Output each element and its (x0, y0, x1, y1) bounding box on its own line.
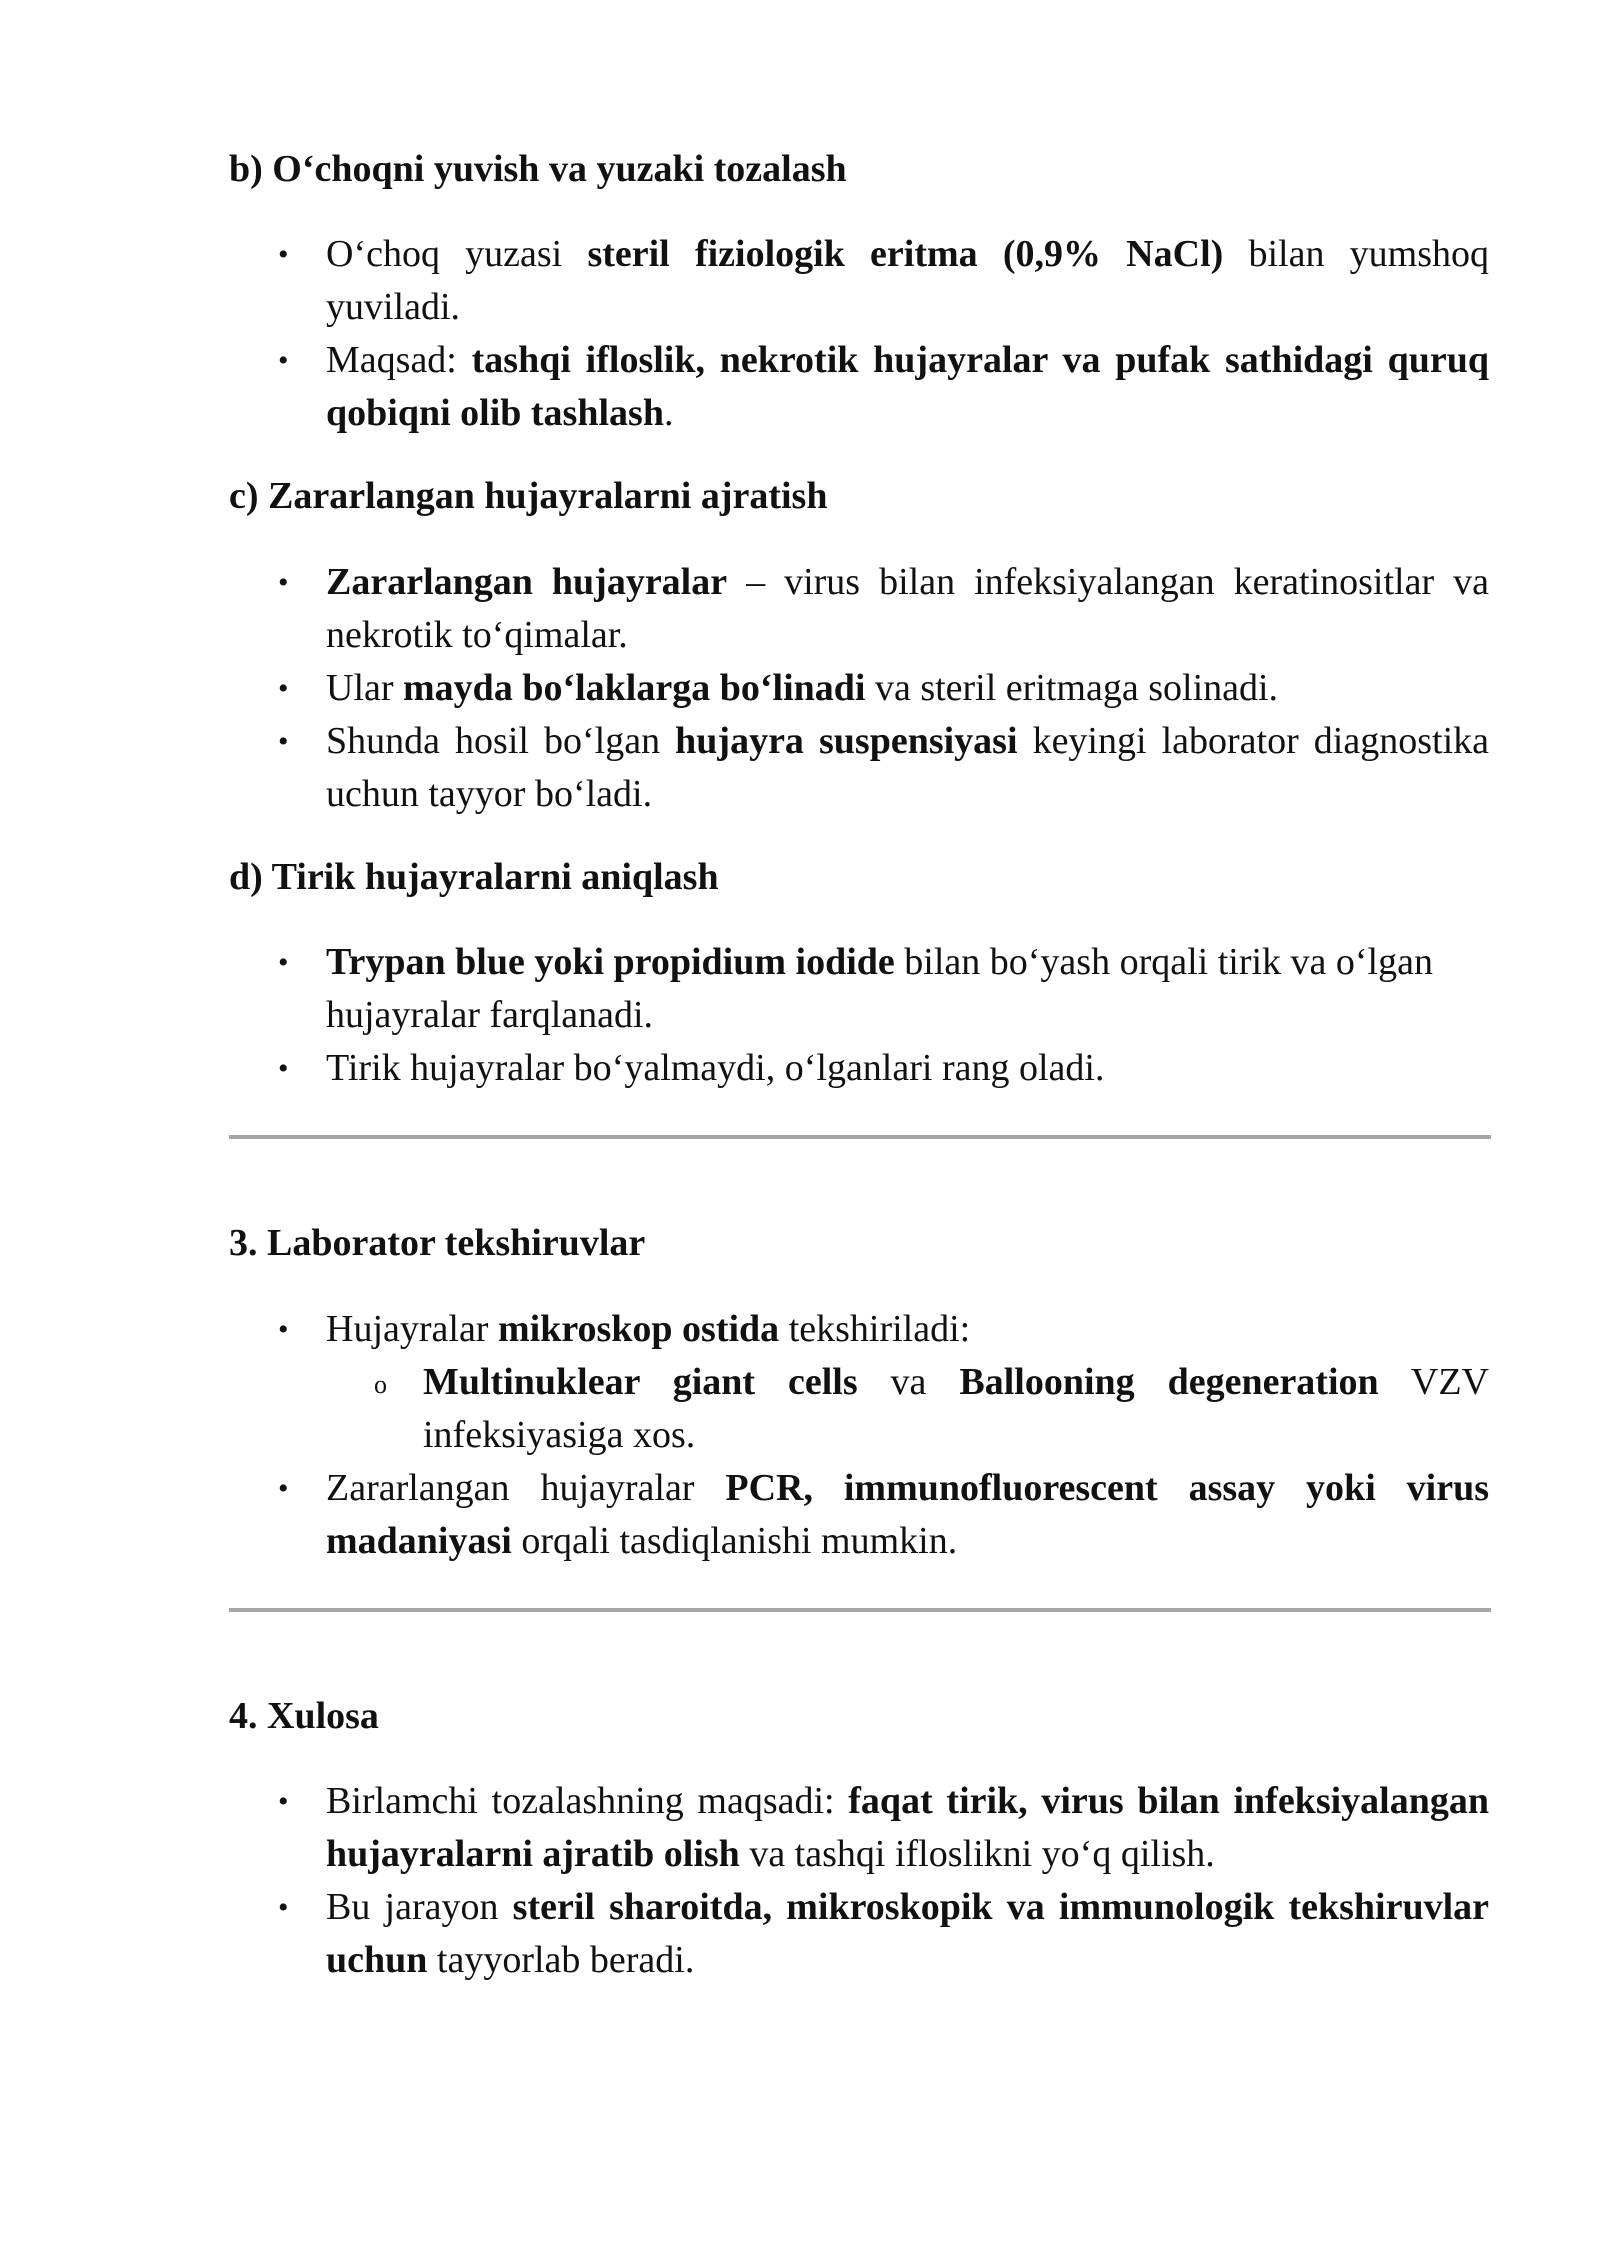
bold-text-run: Ballooning degeneration (959, 1360, 1379, 1403)
section-heading-4: 4. Xulosa (229, 1694, 379, 1737)
sub-list-item (229, 1356, 1489, 1462)
list-item-text (326, 1467, 1489, 1562)
text-run: Ular (326, 666, 404, 709)
list-item-text (326, 339, 1489, 434)
bold-text-run: steril sharoitda, mikroskopik va immunologik tekshiruvlar uchun (326, 1885, 1489, 1981)
list-item-text (326, 1047, 1104, 1089)
section-heading-d: d) Tirik hujayralarni aniqlash (229, 855, 719, 898)
text-run: Zararlangan hujayralar (326, 1466, 726, 1509)
text-run: va (857, 1360, 960, 1403)
list-item (229, 1881, 1489, 1987)
horizontal-divider (229, 1135, 1491, 1139)
list-item (229, 715, 1489, 821)
text-run: . (663, 392, 674, 435)
text-run: Shunda hosil bo‘lgan (326, 719, 676, 762)
list-item-text (326, 720, 1489, 815)
text-run: keyingi laborator diagnostika uchun tayyor bo‘ladi. (326, 719, 1489, 815)
bold-text-run: tashqi ifloslik, nekrotik hujayralar va pufak sathidagi quruq qobiqni olib tashlash (326, 339, 1489, 435)
list-item-text (326, 1308, 970, 1350)
bold-text-run: Trypan blue yoki propidium iodide (326, 941, 895, 984)
horizontal-divider (229, 1608, 1491, 1612)
section-c-list (229, 556, 1489, 821)
bullet-icon: • (278, 1784, 289, 1818)
list-item-text (326, 941, 1433, 1036)
list-item-text (326, 667, 1278, 709)
bullet-icon: • (278, 671, 289, 705)
bold-text-run: Multinuklear giant cells (423, 1360, 858, 1403)
bullet-icon: • (278, 1471, 289, 1505)
list-item (229, 228, 1489, 334)
text-run: Bu jarayon (326, 1885, 513, 1928)
bold-text-run: faqat tirik, virus bilan infeksiyalangan hujayralarni ajratib olish (326, 1779, 1489, 1875)
section-d-list (229, 936, 1489, 1095)
bold-text-run: PCR, immunofluorescent assay yoki virus madaniyasi (326, 1466, 1489, 1562)
text-run: bilan bo‘yash orqali tirik va o‘lgan hujayralar farqlanadi. (326, 941, 1433, 1037)
section-heading-c: c) Zararlangan hujayralarni ajratish (229, 475, 828, 518)
bold-text-run: mayda bo‘laklarga bo‘linadi (403, 666, 866, 709)
document-page (229, 145, 1489, 1987)
text-run: Maqsad: (326, 339, 472, 382)
text-run: bilan yumshoq yuviladi. (326, 233, 1490, 329)
bullet-icon: • (278, 1052, 289, 1086)
section-3-list (229, 1303, 1489, 1568)
section-b-list (229, 228, 1489, 440)
circle-bullet-icon: o (374, 1369, 387, 1399)
bullet-icon: • (278, 565, 289, 599)
text-run: O‘choq yuzasi (326, 233, 588, 276)
list-item (229, 1462, 1489, 1568)
list-item (229, 1775, 1489, 1881)
text-run: Birlamchi tozalashning maqsadi: (326, 1779, 849, 1822)
bullet-icon: • (278, 724, 289, 758)
text-run: VZV infeksiyasiga xos. (423, 1360, 1489, 1456)
bullet-icon: • (278, 344, 289, 378)
list-item-text (326, 1780, 1489, 1875)
list-item (229, 556, 1489, 662)
list-item (229, 662, 1489, 715)
bullet-icon: • (278, 238, 289, 272)
bold-text-run: hujayra suspensiyasi (675, 719, 1018, 762)
list-item-text (326, 1886, 1489, 1981)
section-4-list (229, 1775, 1489, 1987)
text-run: Tirik hujayralar bo‘yalmaydi, o‘lganlari rang oladi. (326, 1047, 1105, 1090)
text-run: va tashqi ifloslikni yo‘q qilish. (739, 1832, 1215, 1875)
bold-text-run: steril fiziologik eritma (0,9% NaCl) (587, 233, 1224, 276)
text-run: tekshiriladi: (779, 1307, 971, 1350)
bold-text-run: Zararlangan hujayralar (326, 560, 728, 603)
list-item (229, 1303, 1489, 1356)
bullet-icon: • (278, 1890, 289, 1924)
list-item (229, 936, 1509, 1042)
list-item-text (326, 233, 1489, 328)
text-run: tayyorlab beradi. (427, 1938, 695, 1981)
text-run: – virus bilan infeksiyalangan keratinositlar va nekrotik to‘qimalar. (326, 560, 1489, 656)
bold-text-run: mikroskop ostida (497, 1307, 780, 1350)
bullet-icon: • (278, 946, 289, 980)
section-heading-3: 3. Laborator tekshiruvlar (229, 1222, 646, 1265)
list-item (229, 334, 1489, 440)
sub-list-item-text (423, 1361, 1489, 1456)
text-run: Hujayralar (326, 1307, 498, 1350)
text-run: va steril eritmaga solinadi. (865, 666, 1279, 709)
list-item (229, 1042, 1489, 1095)
list-item-text (326, 561, 1489, 656)
section-heading-b: b) O‘choqni yuvish va yuzaki tozalash (229, 148, 847, 190)
bullet-icon: • (278, 1312, 289, 1346)
text-run: orqali tasdiqlanishi mumkin. (511, 1519, 958, 1562)
